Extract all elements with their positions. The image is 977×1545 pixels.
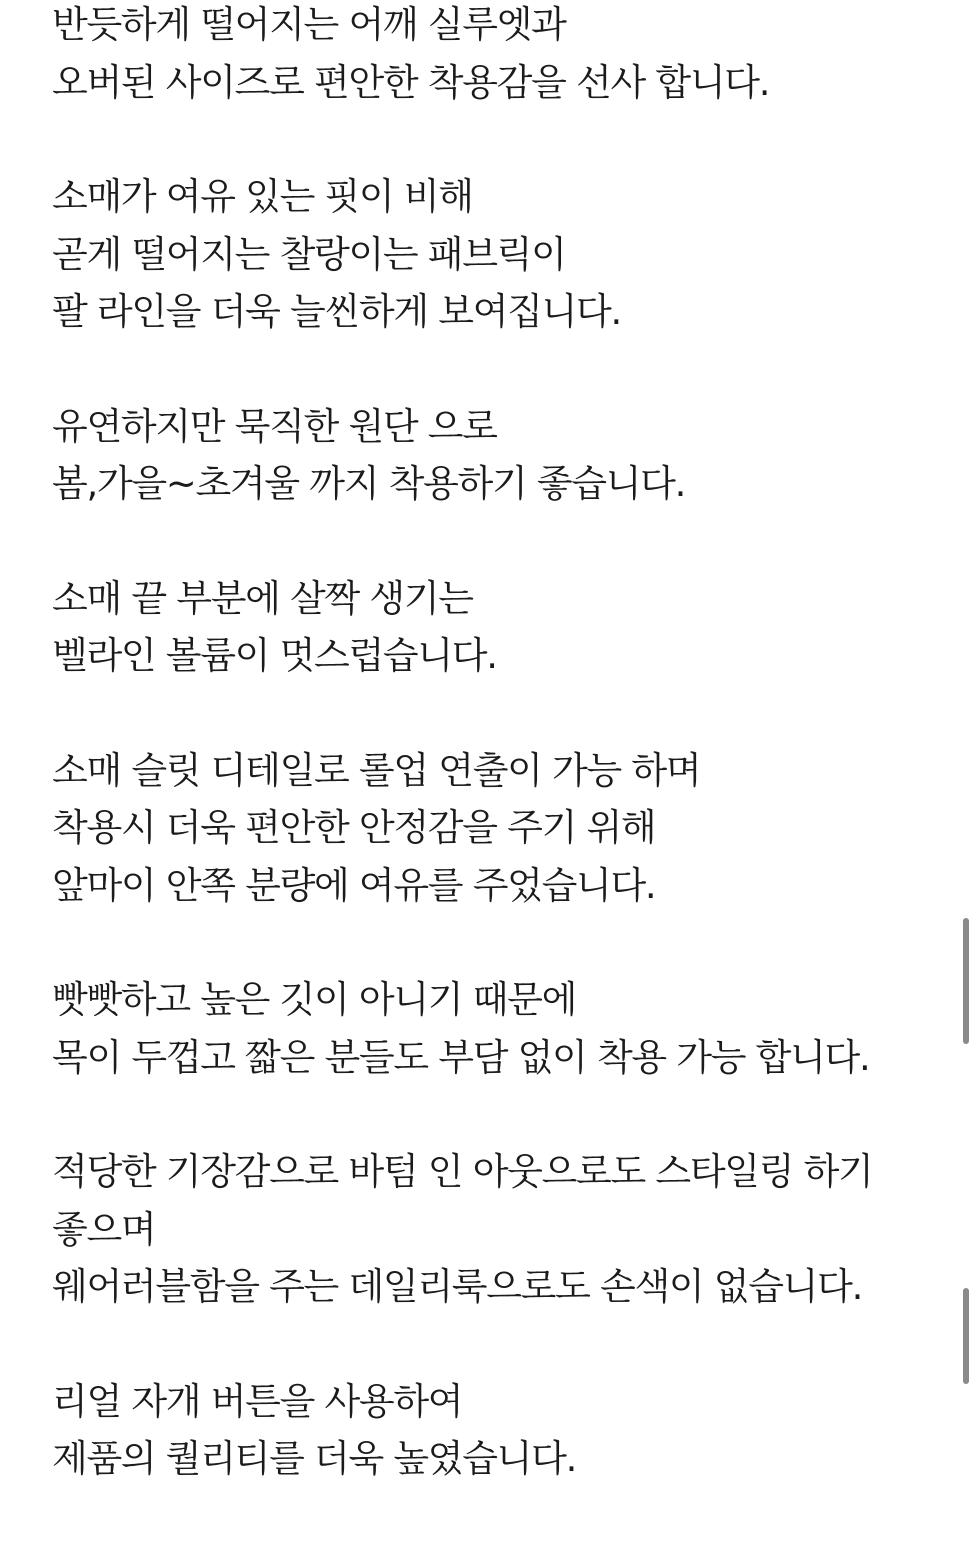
description-line: 반듯하게 떨어지는 어깨 실루엣과 (52, 3, 566, 46)
description-line: 벨라인 볼륨이 멋스럽습니다. (52, 634, 497, 677)
description-line: 봄,가을~초겨울 까지 착용하기 좋습니다. (52, 462, 686, 505)
description-line: 앞마이 안쪽 분량에 여유를 주었습니다. (52, 863, 656, 907)
description-paragraph (52, 742, 952, 915)
description-line: 소매 슬릿 디테일로 롤업 연출이 가능 하며 (52, 748, 701, 792)
description-line: 제품의 퀄리티를 더욱 높였습니다. (52, 1437, 577, 1480)
description-line: 적당한 기장감으로 바텀 인 아웃으로도 스타일링 하기 (52, 1150, 873, 1193)
description-line: 리얼 자개 버튼을 사용하여 (52, 1379, 463, 1423)
description-line: 좋으며 (52, 1207, 156, 1251)
description-line: 목이 두껍고 짧은 분들도 부담 없이 착용 가능 합니다. (52, 1035, 870, 1079)
description-line: 팔 라인을 더욱 늘씬하게 보여집니다. (52, 290, 621, 333)
description-paragraph (52, 1143, 952, 1316)
description-paragraph (52, 168, 952, 341)
description-line: 오버된 사이즈로 편안한 착용감을 선사 합니다. (52, 60, 770, 104)
description-line: 빳빳하고 높은 깃이 아니기 때문에 (52, 978, 577, 1021)
description-paragraph (52, 0, 952, 111)
product-description (52, 0, 952, 1545)
description-line: 소매가 여유 있는 핏이 비해 (52, 175, 473, 218)
description-paragraph (52, 570, 952, 685)
description-line: 곧게 떨어지는 찰랑이는 패브릭이 (52, 232, 566, 276)
description-paragraph (52, 1373, 952, 1488)
description-line: 소매 끝 부분에 살짝 생기는 (52, 576, 473, 620)
description-paragraph (52, 971, 952, 1086)
description-line: 웨어러블함을 주는 데일리룩으로도 손색이 없습니다. (52, 1265, 863, 1308)
description-line: 착용시 더욱 편안한 안정감을 주기 위해 (52, 806, 656, 849)
scrollbar-thumb[interactable] (963, 918, 969, 1044)
description-paragraph (52, 398, 952, 513)
description-line: 유연하지만 묵직한 원단 으로 (52, 404, 497, 448)
scrollbar[interactable] (963, 0, 971, 1500)
scrollbar-thumb-secondary[interactable] (963, 1288, 969, 1384)
